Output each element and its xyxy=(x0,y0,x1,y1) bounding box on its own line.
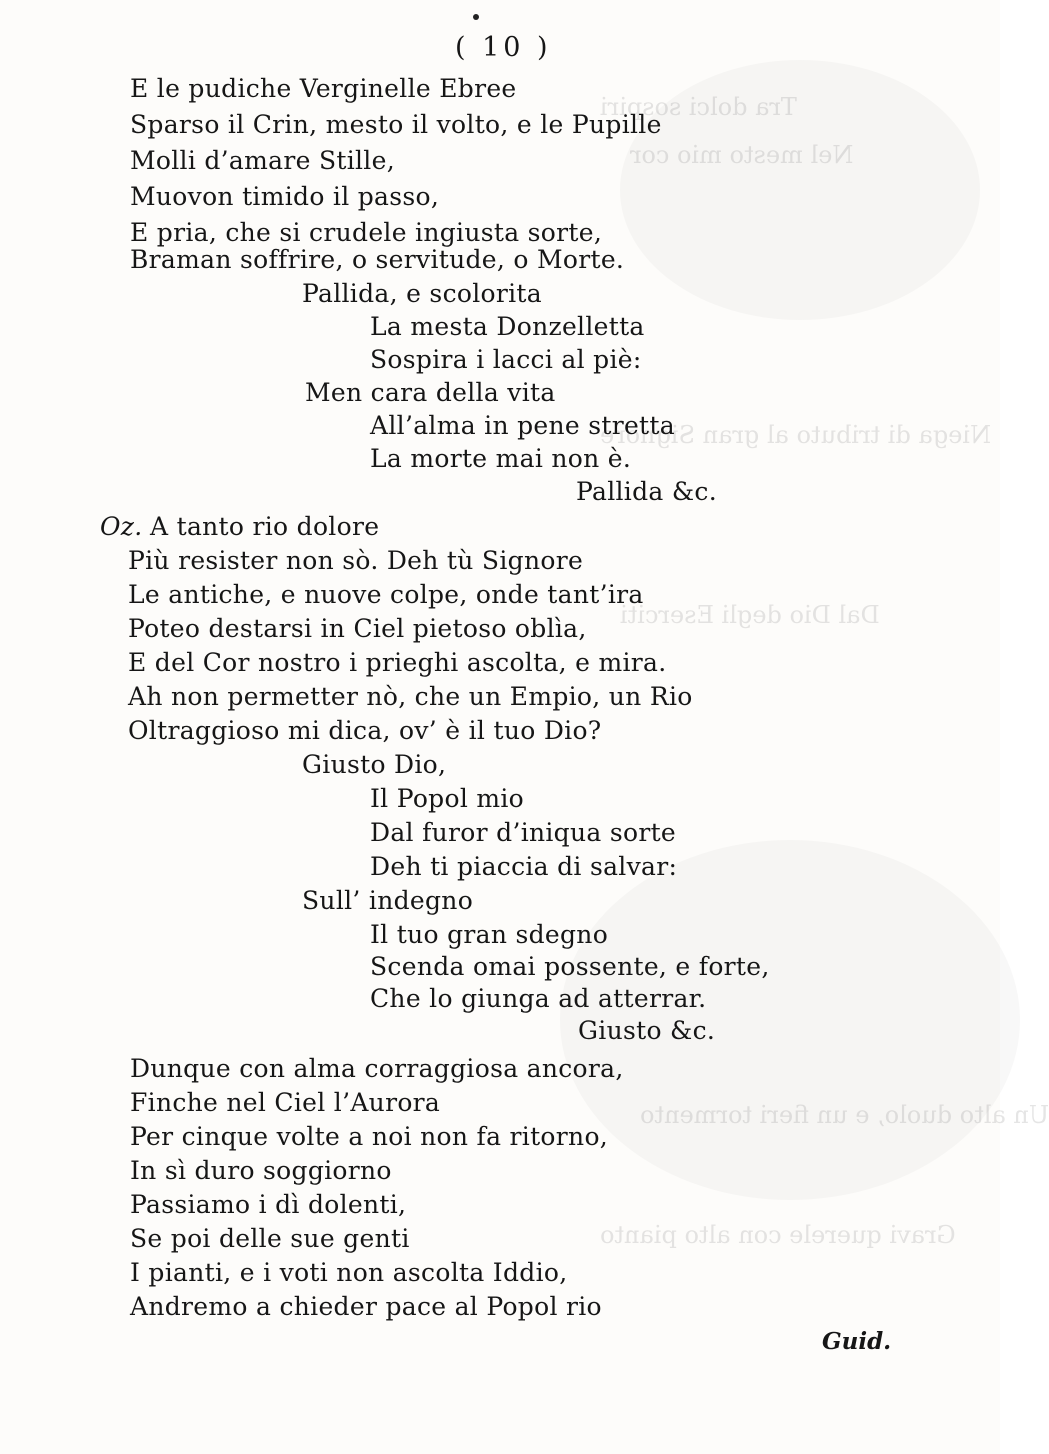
show-through-text: Dal Dio degli Eserciti xyxy=(620,601,880,629)
ink-dot xyxy=(473,14,479,20)
verse-line: Per cinque volte a noi non fa ritorno, xyxy=(130,1122,609,1151)
verse-line: Sparso il Crin, mesto il volto, e le Pupille xyxy=(130,110,662,139)
aria-line: Sospira i lacci al piè: xyxy=(370,345,642,374)
aria-line: Pallida, e scolorita xyxy=(302,279,542,308)
aria-line: Deh ti piaccia di salvar: xyxy=(370,852,678,881)
aria-line: Il tuo gran sdegno xyxy=(370,920,609,949)
verse-line: Oltraggioso mi dica, ov’ è il tuo Dio? xyxy=(128,716,602,745)
page-number: ( 10 ) xyxy=(455,32,552,63)
verse-line: In sì duro soggiorno xyxy=(130,1156,392,1185)
verse-line: Più resister non sò. Deh tù Signore xyxy=(128,546,584,575)
aria-line: All’alma in pene stretta xyxy=(370,411,675,440)
show-through-text: Tra dolci sospiri xyxy=(600,93,797,121)
speaker-label: Oz. xyxy=(100,512,143,541)
verse-line: Andremo a chieder pace al Popol rio xyxy=(130,1292,602,1321)
catchword: Guid. xyxy=(822,1328,892,1355)
verse-line: E pria, che si crudele ingiusta sorte, xyxy=(130,218,603,247)
verse-line: A tanto rio dolore xyxy=(150,512,380,541)
da-capo-marker: Pallida &c. xyxy=(576,477,717,506)
verse-line: E del Cor nostro i prieghi ascolta, e mira. xyxy=(128,648,667,677)
verse-line: I pianti, e i voti non ascolta Iddio, xyxy=(130,1258,568,1287)
aria-line: Sull’ indegno xyxy=(302,886,474,915)
verse-line: Braman soffrire, o servitude, o Morte. xyxy=(130,245,625,274)
verse-line: Dunque con alma corraggiosa ancora, xyxy=(130,1054,624,1083)
aria-line: La morte mai non è. xyxy=(370,444,632,473)
verse-line: Passiamo i dì dolenti, xyxy=(130,1190,407,1219)
show-through-text: Nel mesto mio cor xyxy=(630,141,854,169)
verse-line: Le antiche, e nuove colpe, onde tant’ira xyxy=(128,580,644,609)
aria-line: Dal furor d’iniqua sorte xyxy=(370,818,677,847)
show-through-text: Gravi querele con alto pianto xyxy=(600,1221,956,1249)
verse-line: Poteo destarsi in Ciel pietoso oblìa, xyxy=(128,614,587,643)
aria-line: Men cara della vita xyxy=(305,378,556,407)
aria-line: Che lo giunga ad atterrar. xyxy=(370,984,707,1013)
show-through-text: Un alto duolo, e un fieri tormento xyxy=(640,1101,1049,1129)
aria-line: Giusto Dio, xyxy=(302,750,447,779)
verse-line: Ah non permetter nò, che un Empio, un Rio xyxy=(128,682,693,711)
da-capo-marker: Giusto &c. xyxy=(578,1016,716,1045)
verse-line: Muovon timido il passo, xyxy=(130,182,440,211)
verse-line: Se poi delle sue genti xyxy=(130,1224,410,1253)
verse-line: Molli d’amare Stille, xyxy=(130,146,395,175)
aria-line: Il Popol mio xyxy=(370,784,525,813)
verse-line: E le pudiche Verginelle Ebree xyxy=(130,74,517,103)
show-through-text: Niega di tributo al gran Signore xyxy=(600,421,992,449)
verse-line: Finche nel Ciel l’Aurora xyxy=(130,1088,441,1117)
aria-line: La mesta Donzelletta xyxy=(370,312,645,341)
aria-line: Scenda omai possente, e forte, xyxy=(370,952,770,981)
